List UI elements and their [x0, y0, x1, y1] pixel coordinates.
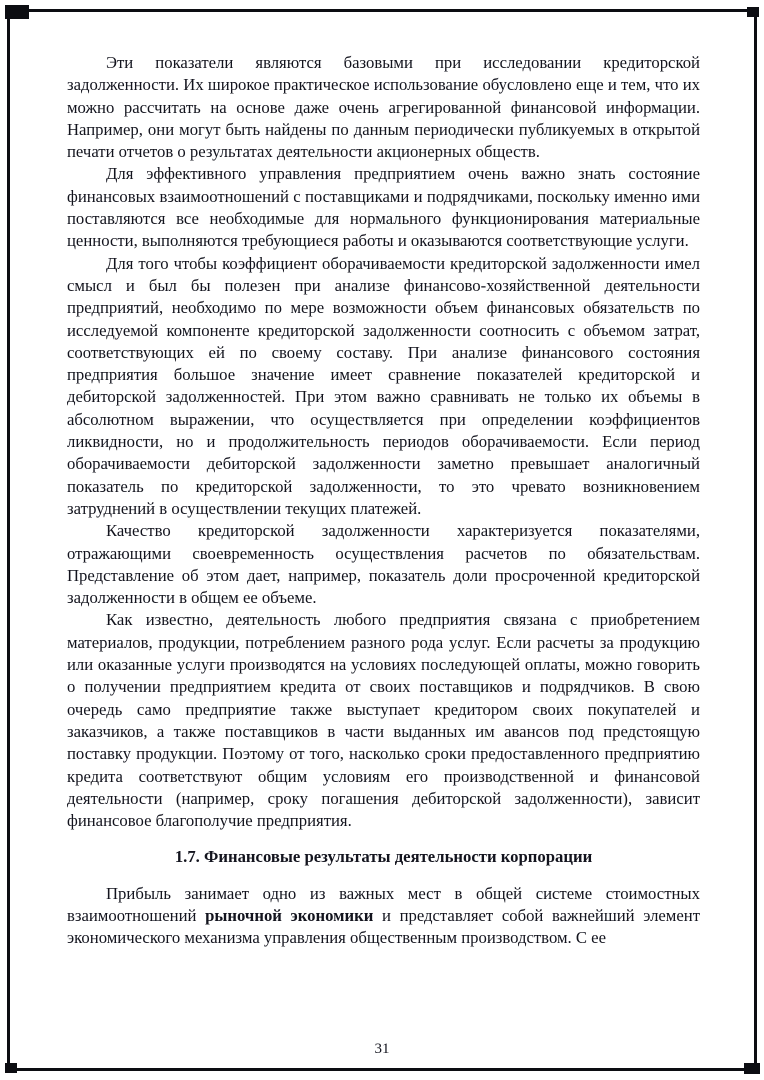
paragraph-1: Эти показатели являются базовыми при исследовании кредиторской задолженности. Их широкое практическое использование обусловлено еще и тем, что их можно рассчитать на основе даже очень агрегированной финансовой информации. Например, они могут быть найдены по данным периодически публикуемых в открытой печати отчетов о результатах деятельности акционерных обществ.	[67, 53, 700, 162]
paragraph-5: Как известно, деятельность любого предприятия связана с приобретением материалов, продукции, потреблением разного рода услуг. Если расчеты за продукцию или оказанные услуги производятся на условиях последующей оплаты, можно говорить о получении предприятием кредита от своих поставщиков и подрядчиков. В свою очередь само предприятие также выступает кредитором своих покупателей и заказчиков, а также поставщиков в части выданных им авансов под предстоящую поставку продукции. Поэтому от того, насколько сроки предоставленного предприятию кредита соответствуют общим условиям его производственной и финансовой деятельности (например, сроку погашения дебиторской задолженности), зависит финансовое благополучие предприятия.	[67, 610, 700, 831]
paragraph-6-text-start: Прибыль занимает одно из важных мест в общей системе стоимостных взаимоотношений	[67, 883, 700, 925]
paragraph-3: Для того чтобы коэффициент оборачиваемости кредиторской задолженности имел смысл и был бы полезен при анализе финансово-хозяйственной деятельности предприятий, необходимо по мере возможности объем финансовых обязательств по исследуемой компоненте кредиторской задолженности соотносить с объемом затрат, соответствующих ей по своему составу. При анализе финансового состояния предприятия большое значение имеет сравнение показателей кредиторской и дебиторской задолженностей. При этом важно сравнивать не только их объемы в абсолютном выражении, что осуществляется при определении коэффициентов ликвидности, но и продолжительность периодов оборачиваемости. Если период оборачиваемости дебиторской задолженности заметно превышает аналогичный показатель по кредиторской задолженности, то это чревато возникновением затруднений в осуществлении текущих платежей.	[67, 253, 700, 518]
paragraph-4: Качество кредиторской задолженности характеризуется показателями, отражающими своевременность осуществления расчетов по обязательствам. Представление об этом дает, например, показатель доли просроченной кредиторской задолженности в общем ее объеме.	[67, 521, 700, 608]
paragraph-6	[67, 883, 700, 950]
scan-corner-mark-bottom-left	[5, 1063, 17, 1073]
paragraph-6-text-end: и представляет собой важнейший элемент экономического механизма управления общественным производством. С ее	[67, 905, 700, 948]
scan-corner-mark-top-left	[5, 5, 29, 19]
page-text	[67, 52, 700, 950]
paragraph-2: Для эффективного управления предприятием очень важно знать состояние финансовых взаимоотношений с поставщиками и подрядчиками, поскольку именно ими поставляются все необходимые для нормального функционирования материальные ценности, выполняются требующиеся работы и оказываются соответствующие услуги.	[67, 164, 700, 251]
paragraph-6-bold-term: рыночной экономики	[205, 905, 374, 925]
scan-corner-mark-bottom-right	[744, 1063, 760, 1074]
scan-corner-mark-top-right	[747, 7, 759, 17]
page-number: 31	[374, 1041, 390, 1057]
section-heading: 1.7. Финансовые результаты деятельности корпорации	[174, 847, 593, 867]
